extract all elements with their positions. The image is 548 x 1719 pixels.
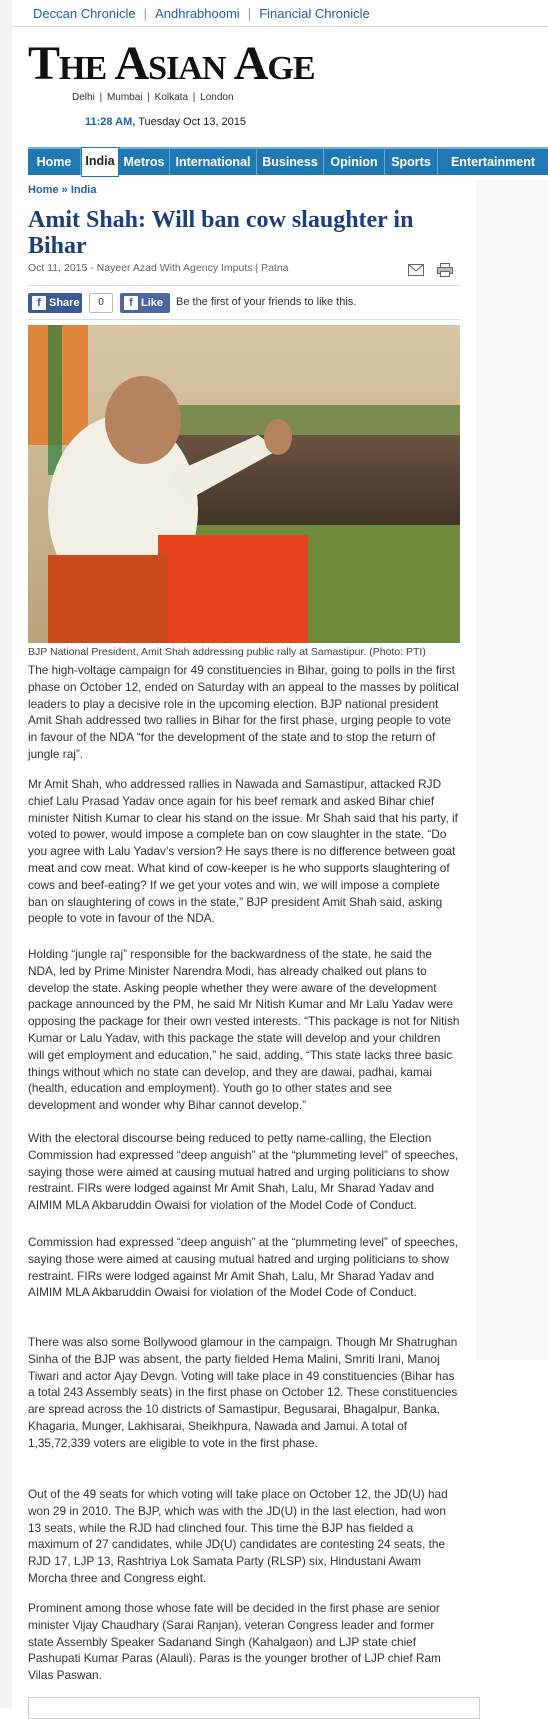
facebook-icon: f (32, 296, 46, 310)
partner-link-andhrabhoomi[interactable]: Andhrabhoomi (155, 6, 240, 21)
right-column (476, 180, 548, 1360)
partner-link-financial[interactable]: Financial Chronicle (259, 6, 370, 21)
article-photo (28, 325, 460, 643)
share-label: Share (49, 297, 80, 309)
nav-india[interactable]: India (81, 147, 119, 177)
separator: | (140, 6, 151, 21)
partner-link-deccan[interactable]: Deccan Chronicle (33, 6, 136, 21)
divider (12, 26, 548, 27)
like-prompt: Be the first of your friends to like this. (176, 296, 357, 308)
article-paragraph: With the electoral discourse being reduced to petty name-calling, the Election Commission had expressed “deep anguish” at the “plummeting level” of speeches, saying those were aimed at causing mutual hatred and urging politicians to show restraint. FIRs were lodged against Mr Amit Shah, Lalu, Mr Sharad Yadav and AIMIM MLA Akbaruddin Owaisi for violation of the Model Code of Conduct. (28, 1131, 459, 1213)
article-paragraph: There was also some Bollywood glamour in the campaign. Though Mr Shatrughan Sinha of the BJP was absent, the party fielded Hema Malini, Smriti Irani, Manoj Tiwari and actor Ajay Devgn. Voting will take place in 49 constituencies (Bihar has a total 243 Assembly seats) in the first phase on October 12. These constituencies are spread across the 10 districts of Samastipur, Begusarai, Bhagalpur, Banka, Khagaria, Munger, Lakhisarai, Sheikhpura, Nawada and Jamui. A total of 1,35,72,339 voters are eligible to vote in the first phase. (28, 1335, 458, 1450)
mail-icon[interactable] (408, 264, 424, 276)
site-logo[interactable]: The Asian Age (28, 37, 315, 90)
breadcrumb-section[interactable]: India (70, 184, 97, 196)
nav-business[interactable]: Business (257, 149, 324, 175)
current-date: Tuesday Oct 13, 2015 (138, 116, 247, 128)
separator: | (244, 6, 255, 21)
breadcrumb (28, 184, 96, 196)
facebook-like-button[interactable] (120, 293, 170, 313)
facebook-share-button[interactable] (28, 293, 82, 313)
article-paragraph: Prominent among those whose fate will be decided in the first phase are senior minister Vijay Chaudhary (Sarai Ranjan), veteran Congress leader and former state Assembly Speaker Sadanand Singh (Kahalgaon) and LJP state chief Pashupati Kumar Paras (Alauli). Paras is the younger brother of LJP chief Ram Vilas Paswan. (28, 1601, 441, 1683)
article-paragraph: Mr Amit Shah, who addressed rallies in Nawada and Samastipur, attacked RJD chief Lalu Prasad Yadav once again for his beef remark and asked Bihar chief minister Nitish Kumar to clear his stand on the issue. Mr Shah said that his party, if voted to power, would impose a complete ban on cow slaughter in the state. “Do you agree with Lalu Yadav’s version? He says there is no difference between goat meat and cow meat. What kind of cow-keeper is he who supports slaughtering of cows and beef-eating? If we get your votes and win, we will impose a complete ban on slaughtering of cows in the state,” BJP president Amit Shah said, asking people to vote in favour of the NDA. (28, 777, 458, 926)
current-time: 11:28 AM, (85, 116, 136, 128)
comment-box[interactable] (28, 1697, 480, 1719)
nav-metros[interactable]: Metros (119, 149, 170, 175)
nav-entertainment[interactable]: Entertainment (450, 155, 536, 169)
nav-sports[interactable]: Sports (385, 149, 438, 175)
nav-home[interactable]: Home (28, 149, 81, 175)
breadcrumb-home[interactable]: Home (28, 184, 59, 196)
article-headline: Amit Shah: Will ban cow slaughter in Bihar (28, 207, 414, 259)
main-nav (28, 147, 548, 175)
edition-cities: Delhi | Mumbai | Kolkata | London (72, 92, 234, 103)
share-count: 0 (89, 293, 113, 313)
print-icon[interactable] (437, 263, 453, 277)
divider (28, 285, 460, 286)
partner-links (33, 5, 370, 23)
current-datetime (85, 116, 246, 128)
left-gutter (0, 0, 12, 1708)
article-byline: Oct 11, 2015 - Nayeer Azad With Agency Imputs | Patna (28, 262, 289, 274)
article-paragraph: The high-voltage campaign for 49 constituencies in Bihar, going to polls in the first phase on October 12, ended on Saturday with an appeal to the masses by political leaders to play a decisive role in the upcoming election. BJP national president Amit Shah addressed two rallies in Bihar for the first phase, urging people to vote in favour of the NDA “for the development of the state and to stop the return of jungle raj”. (28, 663, 459, 761)
facebook-icon: f (124, 296, 138, 310)
breadcrumb-separator: » (61, 184, 68, 196)
divider (28, 319, 460, 320)
nav-opinion[interactable]: Opinion (324, 149, 385, 175)
nav-international[interactable]: International (170, 149, 257, 175)
article-paragraph: Commission had expressed “deep anguish” at the “plummeting level” of speeches, saying those were aimed at causing mutual hatred and urging politicians to show restraint. FIRs were lodged against Mr Amit Shah, Lalu, Mr Sharad Yadav and AIMIM MLA Akbaruddin Owaisi for violation of the Model Code of Conduct. (28, 1235, 459, 1300)
article-paragraph: Holding “jungle raj” responsible for the backwardness of the state, he said the NDA, led by Prime Minister Narendra Modi, has already chalked out plans to develop the state. Asking people whether they were aware of the development package announced by the PM, he said Mr Nitish Kumar and Mr Lalu Yadav were opposing the package for their own vested interests. “This package is not for Nitish Kumar or Lalu Yadav, with this package the state will develop and your children will get employment and education,” he said, adding, “This state lacks three basic things without which no state can develop, and they are dawai, padhai, kamai (health, education and employment). Youth go to other states and see development and wonder why Bihar cannot develop.” (28, 947, 460, 1113)
article-paragraph: Out of the 49 seats for which voting will take place on October 12, the JD(U) had won 29 in 2010. The BJP, which was with the JD(U) in the last election, had won 13 seats, while the RJD had clinched four. This time the BJP has fielded a maximum of 27 candidates, while JD(U) candidates are contesting 24 seats, the RJD 17, LJP 13, Rashtriya Lok Samata Party (RLSP) six, Hindustani Awam Morcha three and Congress eight. (28, 1487, 448, 1585)
like-label: Like (141, 297, 164, 309)
photo-caption: BJP National President, Amit Shah addressing public rally at Samastipur. (Photo: PTI) (28, 646, 426, 658)
